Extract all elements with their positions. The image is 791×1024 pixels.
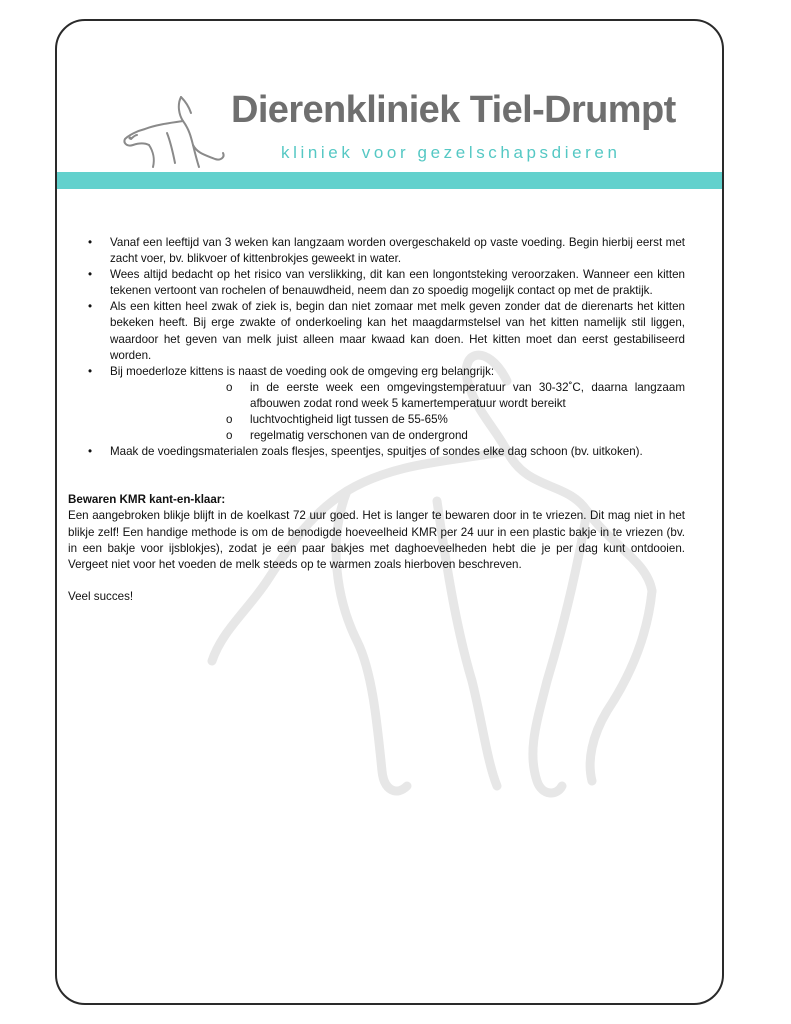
- clinic-logo: [119, 81, 679, 181]
- header-divider-band: [57, 172, 722, 189]
- sub-list-item-text: luchtvochtigheid ligt tussen de 55-65%: [250, 413, 448, 427]
- section-heading: Bewaren KMR kant-en-klaar:: [68, 493, 226, 507]
- list-item-text: Vanaf een leeftijd van 3 weken kan langzaam worden overgeschakeld op vaste voeding. Begin hierbij eerst met zacht voer, bv. blikvoer of kittenbrokjes geweekt in water.: [110, 236, 685, 266]
- list-item: [68, 299, 685, 363]
- list-item: [68, 444, 685, 460]
- document-body: [68, 235, 685, 605]
- list-item: [68, 267, 685, 299]
- bullet-icon: •: [88, 268, 93, 282]
- bullet-icon: •: [88, 300, 93, 314]
- sub-list-item-text: in de eerste week een omgevingstemperatuur van 30-32˚C, daarna langzaam afbouwen zodat rond week 5 kamertemperatuur wordt bereikt: [250, 380, 685, 410]
- clinic-subtitle: kliniek voor gezelschapsdieren: [281, 143, 621, 162]
- list-item: [68, 364, 685, 444]
- section-body: Een aangebroken blikje blijft in de koelkast 72 uur goed. Het is langer te bewaren door in te vriezen. Dit mag niet in het blikje zelf! Een handige methode is om de benodigde hoeveelheid KMR per 24 uur in een plastic bakje in te vriezen (bv. in een bakje voor ijsblokjes), zodat je een paar bakjes met daghoeveelheden hebt die je per dag kunt ontdooien. Vergeet niet voor het voeden de melk steeds op te warmen zoals hierboven beschreven.: [68, 509, 685, 571]
- list-item-text: Bij moederloze kittens is naast de voeding ook de omgeving erg belangrijk:: [110, 364, 495, 378]
- list-item-text: Maak de voedingsmaterialen zoals flesjes, speentjes, spuitjes of sondes elke dag schoon (bv. uitkoken).: [110, 445, 643, 459]
- bullet-icon: •: [88, 364, 93, 378]
- care-instructions-list: [68, 235, 685, 460]
- closing-text: Veel succes!: [68, 589, 134, 603]
- list-item-text: Als een kitten heel zwak of ziek is, begin dan niet zomaar met melk geven zonder dat de dierenarts het kitten bekeken heeft. Bij erge zwakte of onderkoeling kan het maagdarmstelsel van het kitten namelijk stil liggen, waardoor het geven van melk juist alleen maar kwaad kan doen. Het kitten moet dan eerst gestabiliseerd worden.: [110, 300, 685, 362]
- circle-bullet-icon: o: [226, 429, 233, 443]
- list-item-text: Wees altijd bedacht op het risico van verslikking, dit kan een longontsteking veroorzaken. Wanneer een kitten tekenen vertoont van rochelen of benauwdheid, neem dan zo spoedig mogelijk contact op met de praktijk.: [110, 268, 685, 298]
- bullet-icon: •: [88, 445, 93, 459]
- sub-list-item: [110, 380, 685, 412]
- sub-list-item-text: regelmatig verschonen van de ondergrond: [250, 429, 468, 443]
- page-frame: [55, 19, 724, 1005]
- list-item: [68, 235, 685, 267]
- environment-sublist: [110, 380, 685, 444]
- sub-list-item: [110, 428, 685, 444]
- blank-line: [68, 573, 685, 589]
- dog-icon: [119, 93, 229, 173]
- sub-list-item: [110, 412, 685, 428]
- clinic-title: Dierenkliniek Tiel-Drumpt: [231, 89, 676, 131]
- spacer: [68, 460, 685, 492]
- bullet-icon: •: [88, 236, 93, 249]
- circle-bullet-icon: o: [226, 380, 233, 394]
- circle-bullet-icon: o: [226, 413, 233, 427]
